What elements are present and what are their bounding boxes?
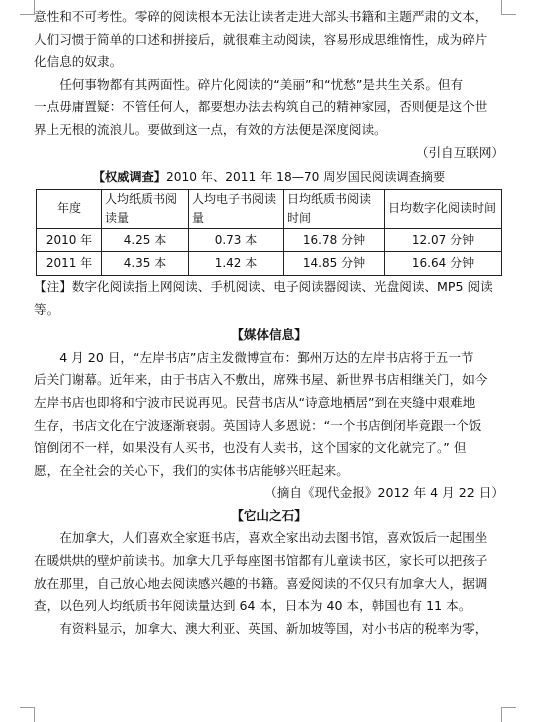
table-header-cell: 人均电子书阅读量 — [189, 189, 284, 228]
text-line: 任何事物都有其两面性。碎片化阅读的“美丽”和“忧愁”是共生关系。但有 — [59, 76, 464, 92]
text-line: 放在那里，自己放心地去阅读感兴趣的书籍。喜爱阅读的不仅只有加拿大人，据调 — [34, 575, 488, 591]
paragraph-fragmented-reading-end — [34, 6, 504, 74]
table-cell: 4.35 本 — [102, 252, 189, 276]
table-row — [37, 252, 502, 276]
section-heading-stone: 【它山之石】 — [231, 507, 307, 523]
table-row — [37, 228, 502, 252]
text-line: 在暖烘烘的壁炉前读书。加拿大几乎每座图书馆都有儿童读书区，家长可以把孩子 — [34, 553, 488, 569]
survey-note — [34, 276, 504, 321]
text-line: 生存，书店文化在宁波逐渐衰弱。英国诗人多恩说：“一个书店倒闭毕竟跟一个饭 — [34, 417, 482, 433]
table-cell: 14.85 分钟 — [284, 252, 385, 276]
document-body — [34, 6, 504, 640]
table-header-cell: 年度 — [37, 189, 102, 228]
source-citation: （引自互联网） — [415, 144, 504, 160]
table-cell: 16.78 分钟 — [284, 228, 385, 252]
source-citation: （摘自《现代金报》2012 年 4 月 22 日） — [264, 485, 504, 501]
table-cell: 12.07 分钟 — [385, 228, 502, 252]
table-header-row — [37, 189, 502, 228]
text-line: 左岸书店也即将和宁波市民说再见。民营书店从“诗意地栖居”到在夹缝中艰难地 — [34, 394, 476, 410]
paragraph-two-sides — [34, 74, 504, 142]
table-header-cell: 日均数字化阅读时间 — [385, 189, 502, 228]
table-cell: 2011 年 — [37, 252, 102, 276]
crop-mark-bottom-right — [501, 707, 516, 722]
text-line: 4 月 20 日，“左岸书店”店主发微博宣布：鄞州万达的左岸书店将于五一节 — [59, 349, 474, 365]
text-line: 后关门谢幕。近年来，由于书店入不敷出，席殊书屋、新世界书店相继关门，如今 — [34, 372, 488, 388]
text-line: 有资料显示，加拿大、澳大利亚、英国、新加坡等国，对小书店的税率为零， — [59, 620, 488, 636]
survey-tag: 【权威调查】 — [92, 170, 166, 185]
text-line: 查，以色列人均纸质书年阅读量达到 64 本，日本为 40 本，韩国也有 11 本。 — [34, 598, 472, 614]
text-line: 人们习惯于简单的口述和拼接后，就很难主动阅读，容易形成思维惰性，成为碎片 — [34, 31, 488, 47]
text-line: 意性和不可考性。零碎的阅读根本无法让读者走进大部头书籍和主题严肃的文本， — [34, 9, 488, 24]
survey-caption — [34, 166, 504, 189]
table-cell: 2010 年 — [37, 228, 102, 252]
table-header-cell: 日均纸质书阅读时间 — [284, 189, 385, 228]
text-line: 馆倒闭不一样，如果没有人买书，也没有人卖书，这个国家的文化就完了。” 但 — [34, 440, 467, 456]
survey-table — [36, 189, 502, 276]
text-line: 等。 — [34, 301, 60, 317]
text-line: 化信息的奴隶。 — [34, 54, 123, 70]
crop-mark-top-left — [20, 0, 35, 15]
text-line: 愿，在全社会的关心下，我们的实体书店能够兴旺起来。 — [34, 462, 349, 478]
text-line: 一点毋庸置疑：不管任何人，都要想办法去构筑自己的精神家园，否则便是这个世 — [34, 99, 488, 115]
paragraph-media — [34, 347, 504, 483]
section-heading-media: 【媒体信息】 — [231, 327, 307, 343]
text-line: 界上无根的流浪儿。要做到这一点，有效的方法便是深度阅读。 — [34, 121, 387, 137]
table-cell: 1.42 本 — [189, 252, 284, 276]
table-header-cell: 人均纸质书阅读量 — [102, 189, 189, 228]
text-line: 【注】数字化阅读指上网阅读、手机阅读、电子阅读器阅读、光盘阅读、MP5 阅读 — [34, 278, 493, 294]
table-cell: 0.73 本 — [189, 228, 284, 252]
crop-mark-bottom-left — [20, 707, 35, 722]
paragraph-stone — [34, 527, 504, 640]
text-line: 在加拿大，人们喜欢全家逛书店，喜欢全家出动去图书馆，喜欢饭后一起围坐 — [59, 530, 488, 546]
table-cell: 4.25 本 — [102, 228, 189, 252]
survey-title: 2010 年、2011 年 18—70 周岁国民阅读调查摘要 — [165, 170, 446, 185]
table-cell: 16.64 分钟 — [385, 252, 502, 276]
